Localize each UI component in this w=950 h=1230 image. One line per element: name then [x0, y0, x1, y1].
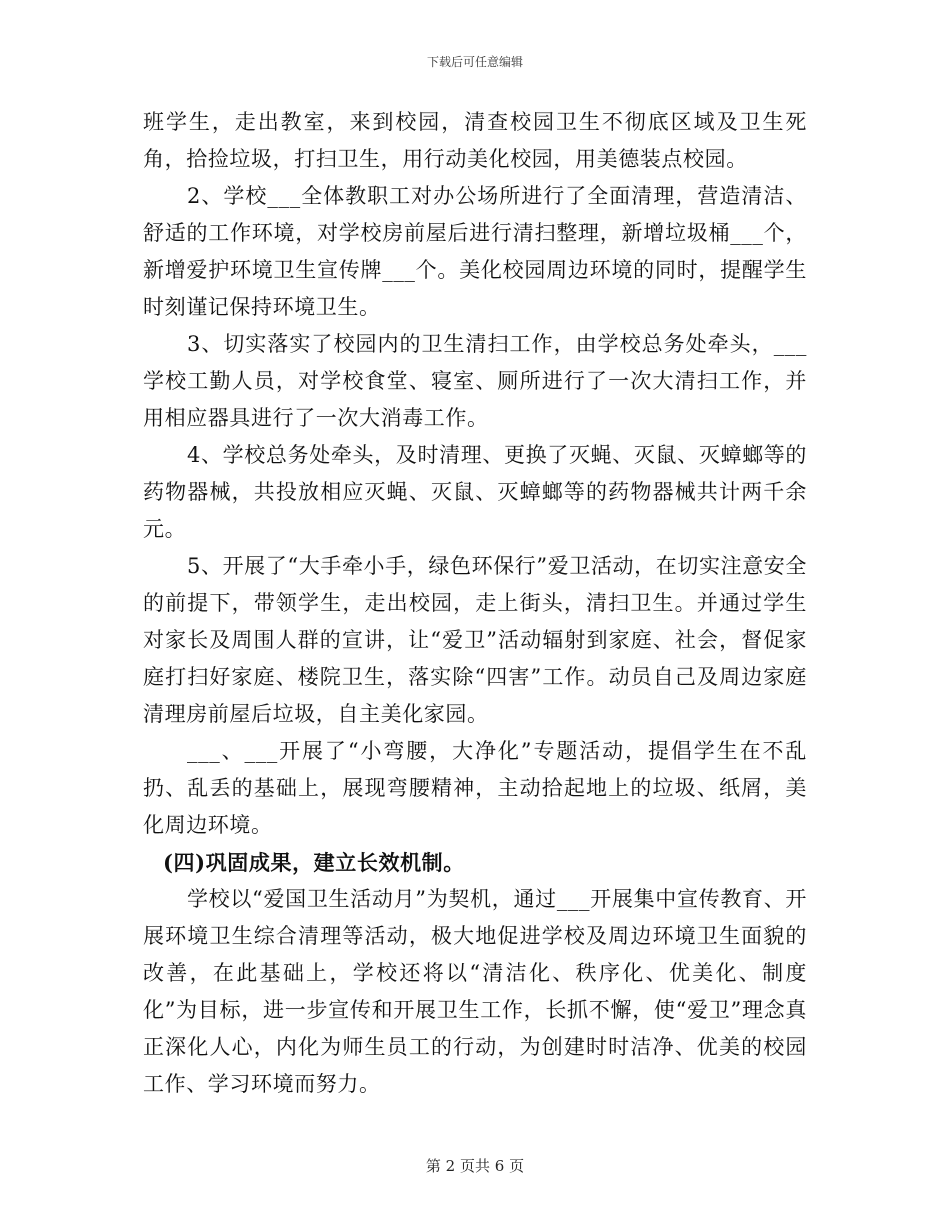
paragraph-item-2: 2、学校___全体教职工对办公场所进行了全面清理，营造清洁、舒适的工作环境，对学校房前屋后进行清扫整理，新增垃圾桶___个，新增爱护环境卫生宣传牌___个。美化校园周边环境的同时，提醒学生时刻谨记保持环境卫生。: [143, 184, 807, 319]
section-heading: (四)巩固成果，建立长效机制。: [163, 850, 465, 875]
paragraph-item-4: 4、学校总务处牵头，及时清理、更换了灭蝇、灭鼠、灭蟑螂等的药物器械，共投放相应灭蝇、灭鼠、灭蟑螂等的药物器械共计两千余元。: [143, 443, 807, 541]
paragraph-item-5: 5、开展了“大手牵小手，绿色环保行”爱卫活动，在切实注意安全的前提下，带领学生，走出校园，走上街头，清扫卫生。并通过学生对家长及周围人群的宣讲，让“爱卫”活动辐射到家庭、社会，督促家庭打扫好家庭、楼院卫生，落实除“四害”工作。动员自己及周边家庭清理房前屋后垃圾，自主美化家园。: [143, 554, 807, 726]
download-note: 下载后可任意编辑: [426, 55, 523, 69]
paragraph-continued: 班学生，走出教室，来到校园，清查校园卫生不彻底区域及卫生死角，拾捡垃圾，打扫卫生，用行动美化校园，用美德装点校园。: [143, 110, 807, 171]
paragraph-conclusion: 学校以“爱国卫生活动月”为契机，通过___开展集中宣传教育、开展环境卫生综合清理等活动，极大地促进学校及周边环境卫生面貌的改善，在此基础上，学校还将以“清洁化、秩序化、优美化、制度化”为目标，进一步宣传和开展卫生工作，长抓不懈，使“爱卫”理念真正深化人心，内化为师生员工的行动，为创建时时洁净、优美的校园工作、学习环境而努力。: [143, 887, 807, 1096]
document-body: [143, 104, 807, 1103]
paragraph-item-3: 3、切实落实了校园内的卫生清扫工作，由学校总务处牵头，___学校工勤人员，对学校食堂、寝室、厕所进行了一次大清扫工作，并用相应器具进行了一次大消毒工作。: [143, 332, 807, 430]
page-number: 第 2 页共 6 页: [425, 1157, 525, 1175]
paragraph-item-6: ___、___开展了“小弯腰，大净化”专题活动，提倡学生在不乱扔、乱丢的基础上，展现弯腰精神，主动拾起地上的垃圾、纸屑，美化周边环境。: [143, 739, 807, 837]
